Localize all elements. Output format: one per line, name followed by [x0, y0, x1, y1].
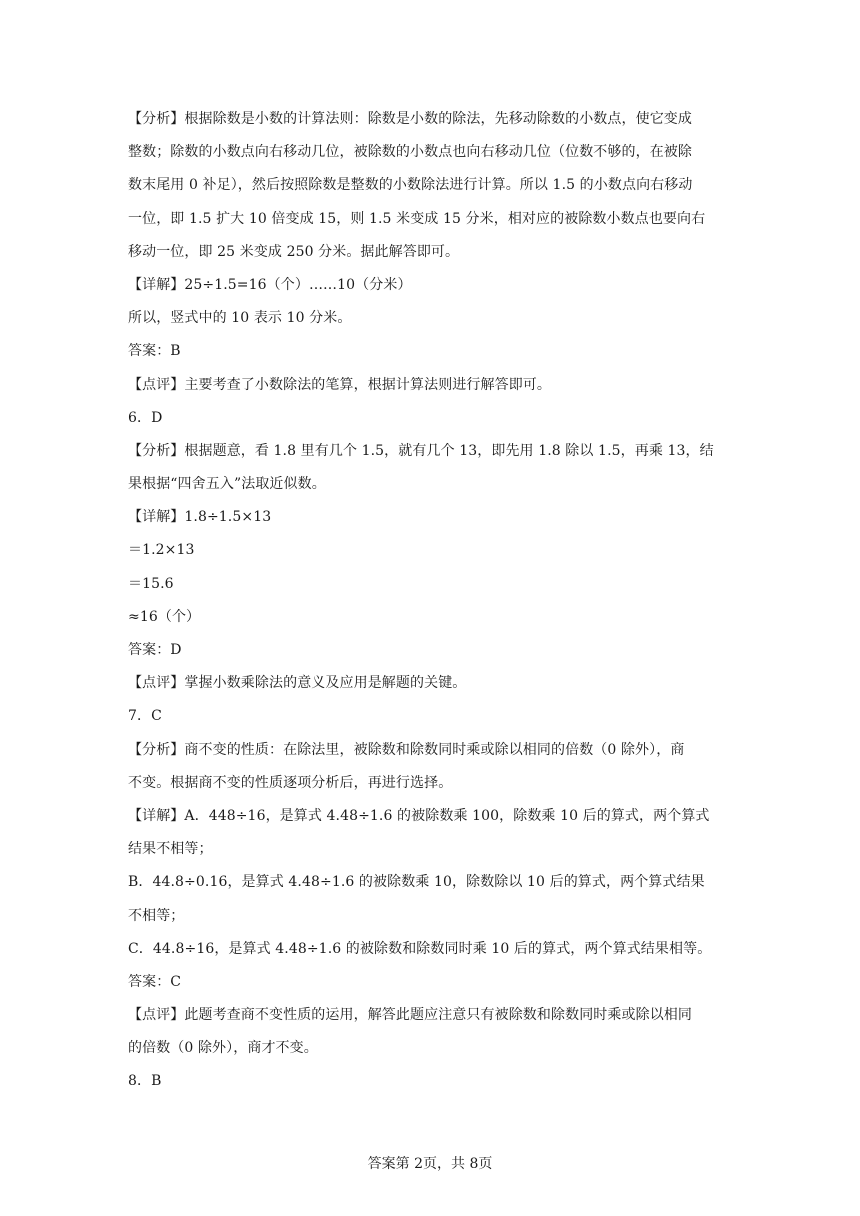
text-line: 所以，竖式中的 10 表示 10 分米。 [128, 310, 352, 327]
text-line: ＝15.6 [128, 575, 174, 592]
question-number: 6．D [128, 409, 163, 426]
text-line: 答案：C [128, 973, 182, 990]
text-line: 答案：D [128, 642, 182, 658]
text-line: 移动一位，即 25 米变成 250 分米。据此解答即可。 [128, 243, 460, 260]
text-line: B．44.8÷0.16，是算式 4.48÷1.6 的被除数乘 10，除数除以 10 后的算式，两个算式结果 [128, 874, 705, 891]
text-line: 的倍数（0 除外），商才不变。 [128, 1040, 318, 1057]
text-line: 答案：B [128, 343, 181, 360]
text-line: 【点评】此题考查商不变性质的运用，解答此题应注意只有被除数和除数同时乘或除以相同 [128, 1007, 692, 1024]
question-number: 7．C [128, 708, 162, 725]
page-footer: 答案第 2页，共 8页 [367, 1156, 493, 1172]
text-line: 结果不相等； [128, 841, 213, 858]
text-line: 不相等； [128, 907, 185, 924]
text-line: ≈16（个） [128, 608, 201, 625]
text-line: 【分析】商不变的性质：在除法里，被除数和除数同时乘或除以相同的倍数（0 除外），商 [128, 741, 685, 758]
text-line: C．44.8÷16，是算式 4.48÷1.6 的被除数和除数同时乘 10 后的算式，两个算式结果相等。 [128, 940, 712, 957]
text-line: 一位，即 1.5 扩大 10 倍变成 15，则 1.5 米变成 15 分米，相对应的被除数小数点也要向右 [128, 210, 706, 227]
text-line: 数末尾用 0 补足），然后按照除数是整数的小数除法进行计算。所以 1.5 的小数点向右移动 [128, 177, 693, 194]
text-line: 【点评】主要考查了小数除法的笔算，根据计算法则进行解答即可。 [128, 376, 551, 393]
text-line: 不变。根据商不变的性质逐项分析后，再进行选择。 [128, 774, 453, 791]
text-line: 整数；除数的小数点向右移动几位，被除数的小数点也向右移动几位（位数不够的，在被除 [128, 144, 692, 161]
text-line: 【分析】根据题意，看 1.8 里有几个 1.5，就有几个 13，即先用 1.8 除以 1.5，再乘 13，结 [128, 442, 714, 459]
answer-content [128, 110, 738, 1106]
text-line: ＝1.2×13 [128, 542, 195, 559]
text-line: 【分析】根据除数是小数的计算法则：除数是小数的除法，先移动除数的小数点，使它变成 [128, 111, 692, 127]
text-line: 【详解】25÷1.5=16（个）……10（分米） [128, 276, 412, 293]
text-line: 果根据“四舍五入”法取近似数。 [128, 476, 326, 493]
text-line: 【点评】掌握小数乘除法的意义及应用是解题的关键。 [128, 675, 467, 692]
text-line: 【详解】A．448÷16，是算式 4.48÷1.6 的被除数乘 100，除数乘 10 后的算式，两个算式 [128, 807, 710, 824]
text-line: 【详解】1.8÷1.5×13 [128, 509, 272, 526]
question-number: 8．B [128, 1073, 162, 1090]
